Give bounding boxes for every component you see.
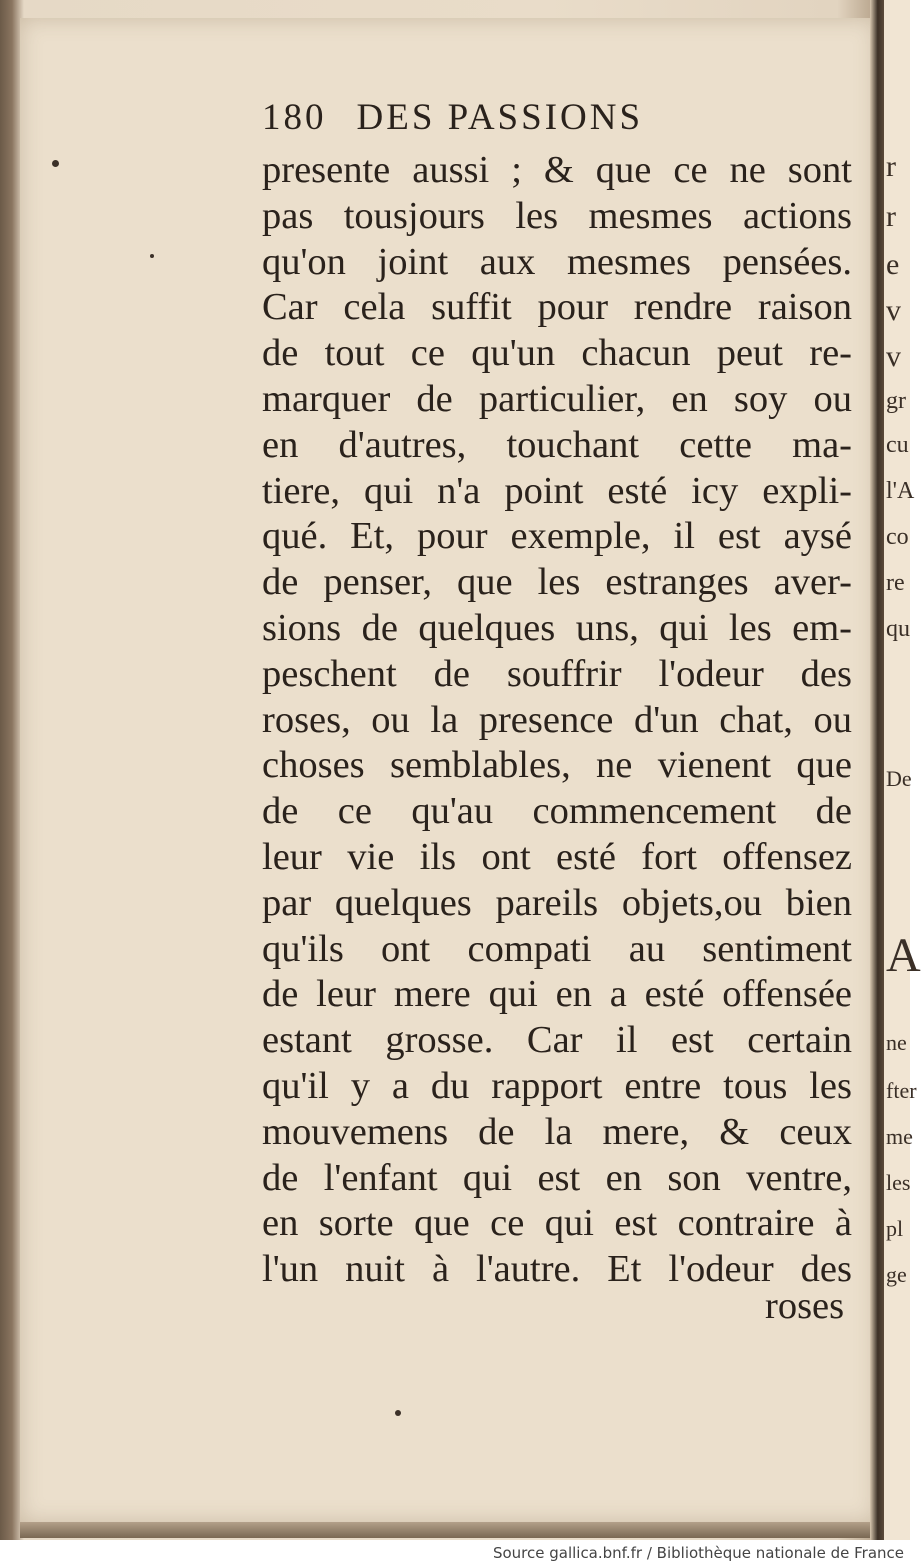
next-page-fragment: l'A xyxy=(886,478,915,504)
source-attribution: Source gallica.bnf.fr / Bibliothèque nationale de France xyxy=(492,1544,904,1562)
paper-speck xyxy=(395,1410,401,1416)
next-page-fragment: e xyxy=(886,248,900,281)
book-gutter xyxy=(870,0,884,1540)
next-page-fragment: gr xyxy=(886,388,906,414)
next-page-fragment: me xyxy=(886,1124,913,1149)
text-line: en d'autres, touchant cette ma- xyxy=(262,423,852,466)
page-edge xyxy=(20,1522,876,1538)
text-line: estant grosse. Car il est certain xyxy=(262,1019,852,1062)
next-page-fragment: ge xyxy=(886,1262,907,1287)
text-line: tiere, qui n'a point esté icy expli- xyxy=(262,469,852,512)
next-page-fragment: fter xyxy=(886,1078,917,1103)
next-page-fragment: r xyxy=(886,150,896,183)
text-line: qu'ils ont compati au sentiment xyxy=(262,927,852,970)
next-page-fragment: qu xyxy=(886,616,910,642)
page-number: 180 xyxy=(262,97,327,138)
next-page-fragment: pl xyxy=(886,1216,904,1241)
next-page-edge xyxy=(884,0,921,1540)
text-line: pas tousjours les mesmes actions xyxy=(262,194,852,237)
catchword: roses xyxy=(765,1285,845,1327)
next-page-fragment: De xyxy=(886,766,912,791)
next-page-fragment: v xyxy=(886,294,901,327)
text-line: l'un nuit à l'autre. Et l'odeur des xyxy=(262,1248,852,1291)
text-line: marquer de particulier, en soy ou xyxy=(262,377,852,420)
next-page-fragment: re xyxy=(886,570,905,596)
text-line: de ce qu'au commencement de xyxy=(262,790,852,833)
running-head xyxy=(262,96,643,139)
text-line: roses, ou la presence d'un chat, ou xyxy=(262,698,852,741)
text-line: peschent de souffrir l'odeur des xyxy=(262,652,852,695)
text-line: par quelques pareils objets,ou bien xyxy=(262,881,852,924)
next-page-fragment: les xyxy=(886,1170,911,1195)
next-page-fragment: A xyxy=(886,929,921,982)
body-text xyxy=(262,148,852,1293)
running-title: DES PASSIONS xyxy=(356,97,644,138)
text-line: leur vie ils ont esté fort offensez xyxy=(262,835,852,878)
next-page-fragment: r xyxy=(886,200,896,233)
text-line: sions de quelques uns, qui les em- xyxy=(262,606,852,649)
text-line: de penser, que les estranges aver- xyxy=(262,561,852,604)
text-line: Car cela suffit pour rendre raison xyxy=(262,286,852,329)
text-line: qué. Et, pour exemple, il est aysé xyxy=(262,515,852,558)
text-line: mouvemens de la mere, & ceux xyxy=(262,1110,852,1153)
text-line: de l'enfant qui est en son ventre, xyxy=(262,1156,852,1199)
text-line: choses semblables, ne vienent que xyxy=(262,744,852,787)
next-page-fragment: cu xyxy=(886,432,909,458)
source-footer xyxy=(0,1540,910,1566)
next-page-fragment: co xyxy=(886,524,909,550)
text-line: en sorte que ce qui est contraire à xyxy=(262,1202,852,1245)
text-line: de tout ce qu'un chacun peut re- xyxy=(262,332,852,375)
next-page-fragment: v xyxy=(886,340,901,373)
text-line: presente aussi ; & que ce ne sont xyxy=(262,149,852,191)
paper-speck xyxy=(52,160,59,167)
text-line: qu'il y a du rapport entre tous les xyxy=(262,1064,852,1107)
next-page-fragment: ne xyxy=(886,1030,907,1055)
text-line: de leur mere qui en a esté offensée xyxy=(262,973,852,1016)
paper-speck xyxy=(150,254,154,258)
text-line: qu'on joint aux mesmes pensées. xyxy=(262,240,852,283)
